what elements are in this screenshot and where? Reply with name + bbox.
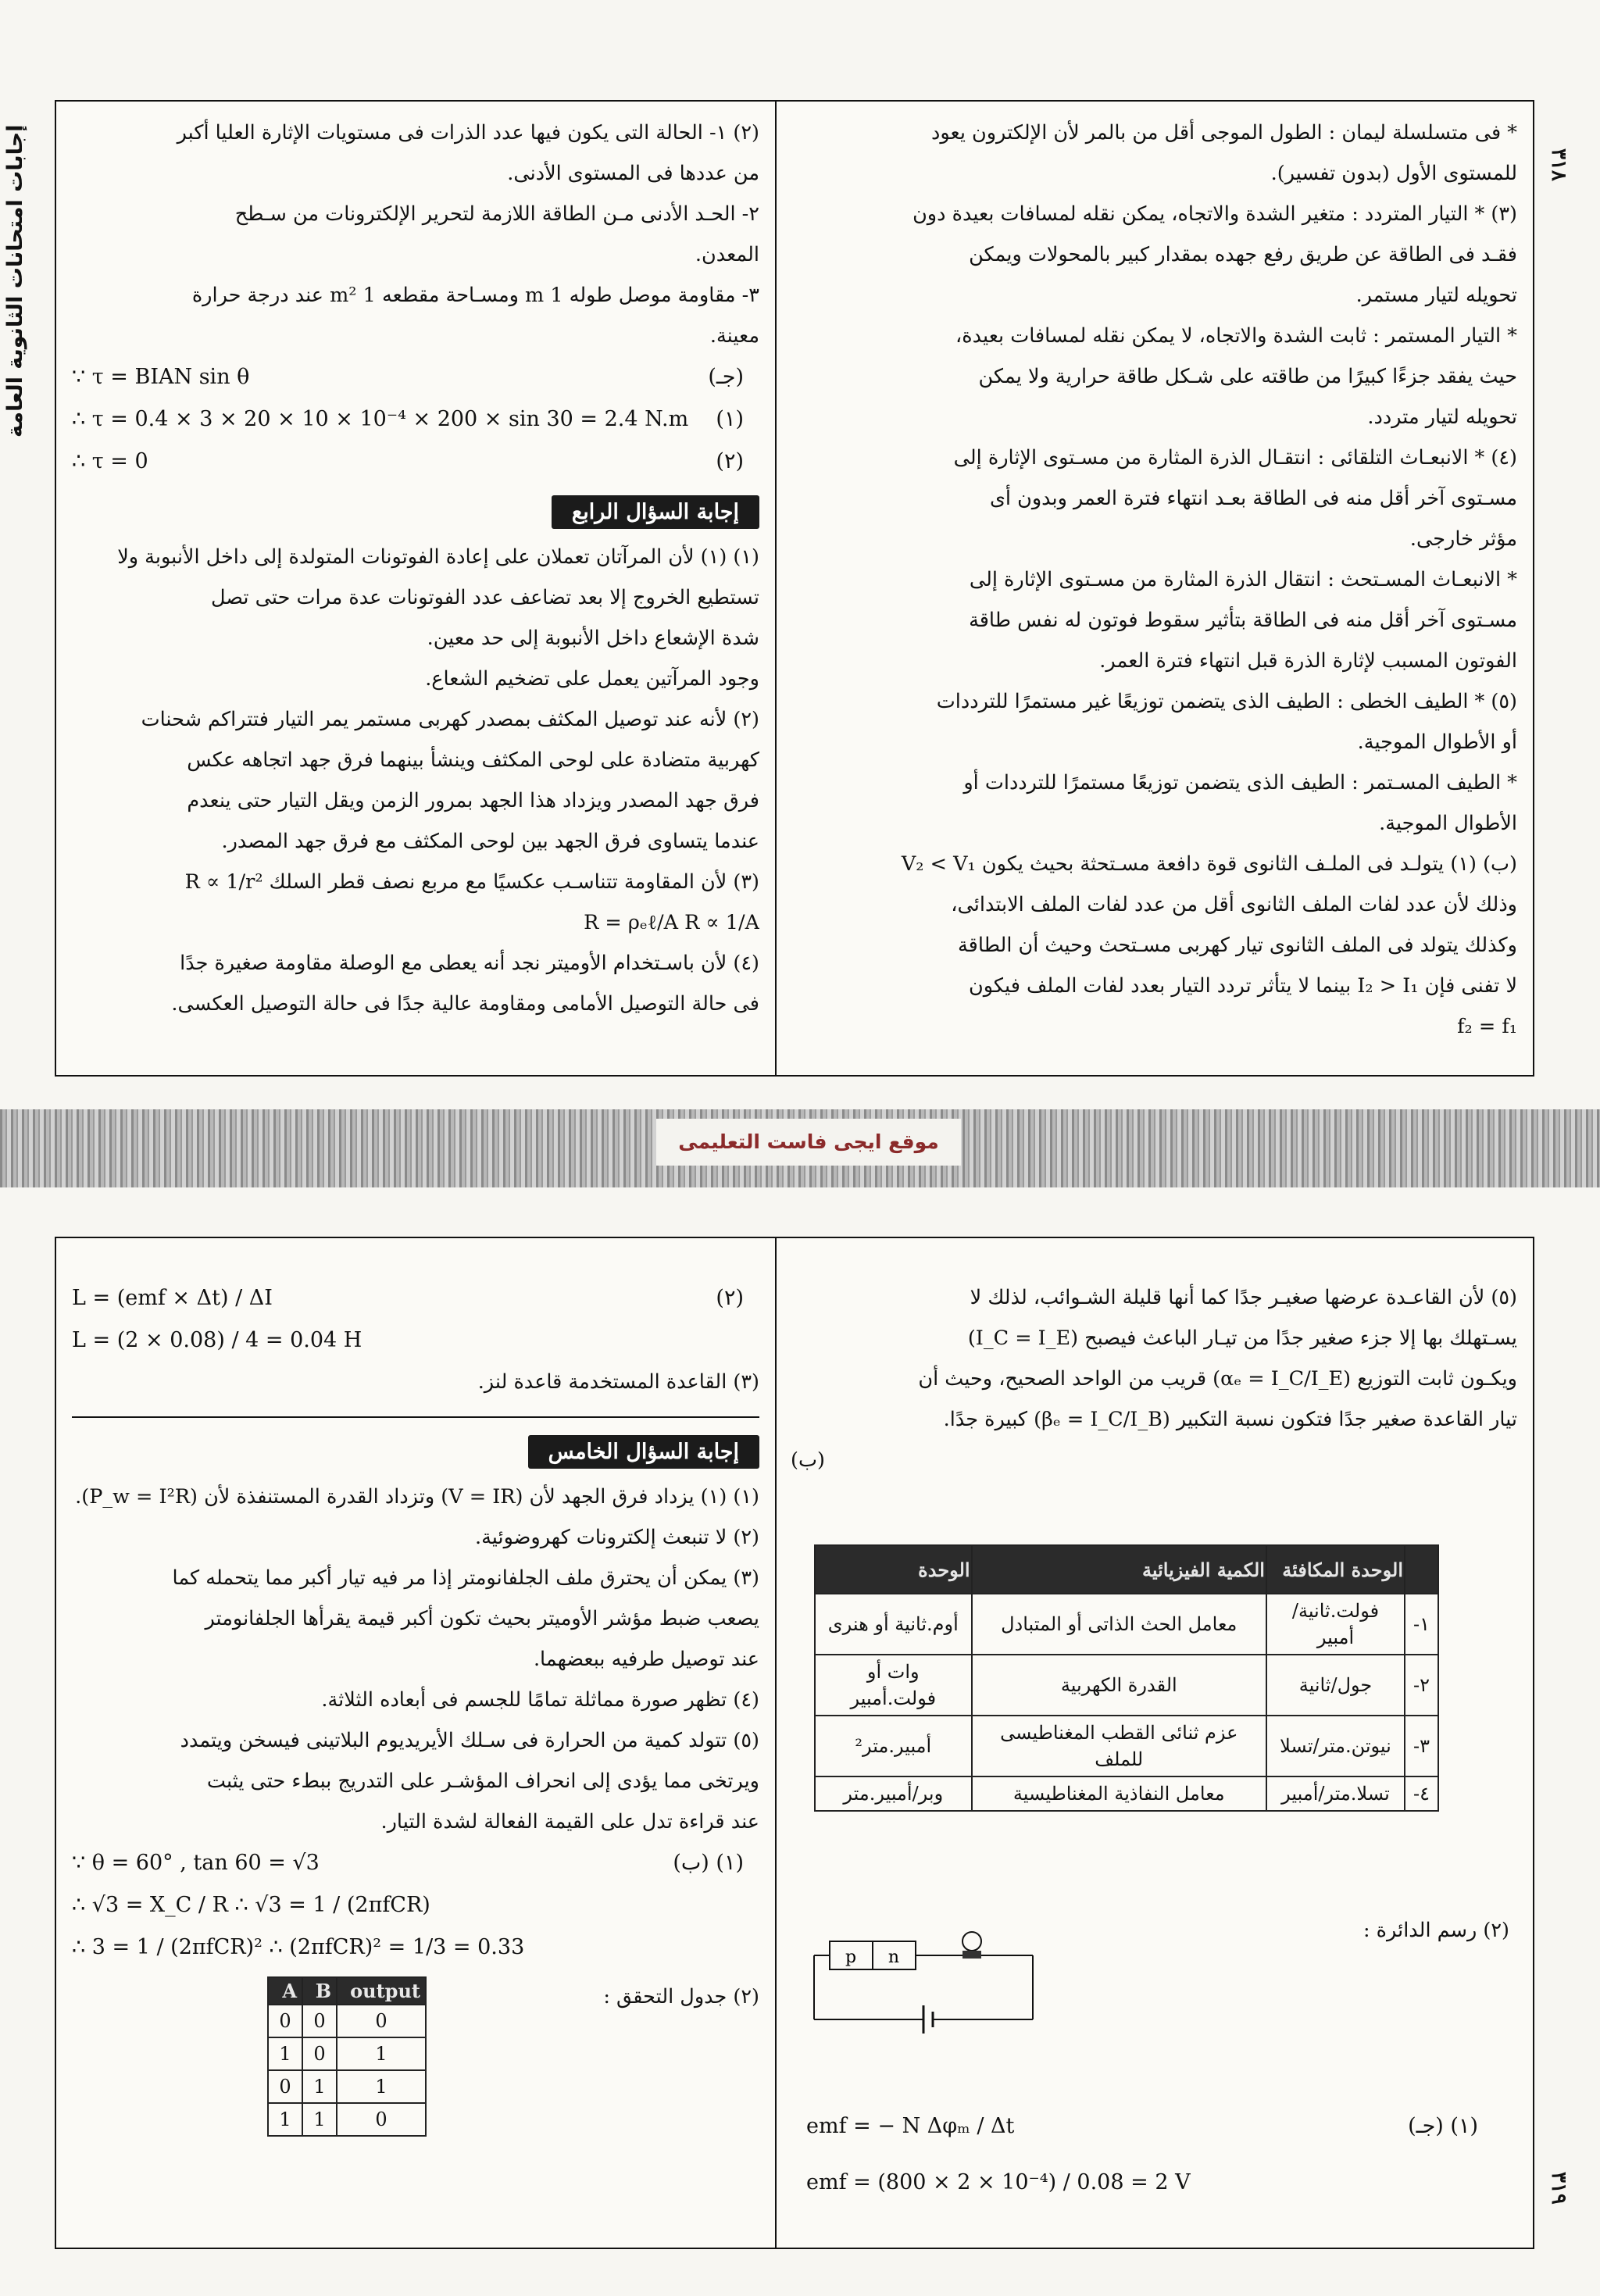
truth-table-label: (٢) جدول التحقق : [603,1985,759,2009]
equation: L = (2 × 0.08) / 4 = 0.04 H [72,1328,362,1352]
column-divider [775,102,777,1075]
truth-cell: 1 [302,2070,337,2103]
item-number: (٢) [716,1286,744,1310]
answer-line: فى حالة التوصيل الأمامى ومقاومة عالية جدًا فى حالة التوصيل العكسى. [171,992,759,1016]
answer-line: شدة الإشعاع داخل الأنبوبة إلى حد معين. [427,627,759,650]
answer-line: (١) (١) لأن المرآتان تعملان على إعادة الفوتونات المتولدة إلى داخل الأنبوبة ولا [117,545,759,569]
answer-line: تيار القاعدة صغير جدًا فتكون نسبة التكبير (βₑ = I_C/I_B) كبيرة جدًا. [943,1408,1517,1431]
emf-equation-1: emf = − N Δφₘ / Δt [806,2114,1015,2138]
truth-cell: 0 [337,2103,426,2136]
table-cell: ٣- [1405,1716,1438,1776]
answer-line: (٣) * التيار المتردد : متغير الشدة والاتجاه، يمكن نقله لمسافات بعيدة دون [912,202,1517,226]
answer-line: (٥) * الطيف الخطى : الطيف الذى يتضمن توزيعًا غير مستمرًا للترددات [936,690,1517,713]
equation: ∴ τ = 0.4 × 3 × 20 × 10 × 10⁻⁴ × 200 × sin 30 = 2.4 N.m [72,407,689,431]
equation: ∵ θ = 60° , tan 60 = √3 [72,1851,320,1875]
truth-header: B [302,1977,337,2005]
equation: L = (emf × Δt) / ΔI [72,1286,273,1310]
item-number: (٢) [716,449,744,473]
truth-cell: 0 [302,2037,337,2070]
answer-line: ٣- مقاومة موصل طوله 1 m ومسـاحة مقطعه 1 m² عند درجة حرارة [191,284,759,307]
answer-line: ٢- الحـد الأدنى مـن الطاقة اللازمة لتحرير الإلكترونات من سـطح [234,202,759,226]
table-cell: عزم ثنائى القطب المغناطيسى للملف [972,1716,1266,1776]
table-cell: وبر/أمبير.متر [815,1776,972,1811]
inductance-equations [72,1277,759,1362]
part-c-label: (١) (جـ) [1408,2114,1478,2138]
table-header: الكمية الفيزيائية [972,1545,1266,1594]
answer-line: (٣) يمكن أن يحترق ملف الجلفانومتر إذا مر فيه تيار أكبر مما يتحمله كما [172,1566,759,1590]
torque-equations [72,356,759,483]
lenz-rule-line: (٣) القاعدة المستخدمة قاعدة لنز. [477,1370,759,1394]
answer-line: R = ρₑℓ/A R ∝ 1/A [584,911,759,934]
table-cell: ٢- [1405,1655,1438,1716]
answer-line: للمستوى الأول (بدون تفسير). [1270,162,1517,185]
answer-line: * التيار المستمر : ثابت الشدة والاتجاه، لا يمكن نقله لمسافات بعيدة، [955,324,1517,348]
table-cell: جول/ثانية [1266,1655,1405,1716]
item-number: (١) [716,407,744,431]
table-cell: تسلا.متر/أمبير [1266,1776,1405,1811]
truth-row [268,2103,426,2136]
answer-line: (٢) لا تنبعث إلكترونات كهروضوئية. [475,1526,759,1549]
left-column [72,102,759,1075]
section-banner-q4: إجابة السؤال الرابع [552,495,759,529]
answer-line: الفوتون المسبب لإثارة الذرة قبل انتهاء فترة العمر. [1099,649,1517,673]
truth-table [267,1976,427,2137]
answer-line: مسـتوى آخر أقل منه فى الطاقة بتأثير سقوط فوتون له نفس طاقة [969,609,1517,632]
table-cell: أمبير.متر² [815,1716,972,1776]
n-label: n [888,1948,900,1967]
phase-angle-equations [72,1842,759,1969]
answer-line: وذلك لأن عدد لفات الملف الثانوى أقل من عدد لفات الملف الابتدائى، [951,893,1517,916]
answer-line: تحويله لتيار متردد. [1367,405,1517,429]
table-row [815,1594,1438,1655]
truth-cell: 0 [268,2070,302,2103]
table-cell: معامل النفاذية المغناطيسية [972,1776,1266,1811]
truth-cell: 1 [268,2103,302,2136]
table-cell: القدرة الكهربية [972,1655,1266,1716]
answer-line: (٤) لأن باسـتخدام الأوميتر نجد أنه يعطى مع الوصلة مقاومة صغيرة جدًا [180,952,759,975]
right-column [791,1238,1517,2248]
answer-line: مسـتوى آخر أقل منه فى الطاقة بعـد انتهاء فترة العمر وبدون أى [989,487,1517,510]
equation: ∴ √3 = X_C / R ∴ √3 = 1 / (2πfCR) [72,1893,430,1917]
table-row [815,1776,1438,1811]
answer-line: عند توصيل طرفيه ببعضهما. [533,1648,759,1671]
answer-line: (٥) لأن القاعـدة عرضها صغيـر جدًا كما أنها قليلة الشـوائب، لذلك لا [970,1286,1517,1309]
p-label: p [845,1948,857,1967]
truth-cell: 1 [302,2103,337,2136]
lamp-icon [962,1932,981,1951]
table-cell: ١- [1405,1594,1438,1655]
answer-line: (١) (١) يزداد فرق الجهد لأن (V = IR) وتزداد القدرة المستنفذة لأن (P_w = I²R). [75,1485,759,1509]
truth-row [268,2070,426,2103]
answer-line: يسـتهلك بها إلا جزء صغير جدًا من تيـار الباعث فيصبح (I_C = I_E) [967,1327,1517,1350]
website-label: موقع ايجى فاست التعليمى [656,1119,961,1166]
answer-line: عند قراءة تدل على القيمة الفعالة لشدة التيار. [380,1810,759,1834]
equation: ∴ 3 = 1 / (2πfCR)² ∴ (2πfCR)² = 1/3 = 0.33 [72,1935,525,1959]
table-cell: ٤- [1405,1776,1438,1811]
answer-line: فرق جهد المصدر ويزداد هذا الجهد بمرور الزمن ويقل التيار حتى ينعدم [187,789,759,812]
emf-equation-2: emf = (800 × 2 × 10⁻⁴) / 0.08 = 2 V [806,2170,1191,2194]
truth-cell: 0 [302,2005,337,2037]
table-header: الوحدة [815,1545,972,1594]
table-cell: وات أو فولت.أمبير [815,1655,972,1716]
item-number: (١) (ب) [673,1851,744,1875]
answer-line: تستطيع الخروج إلا بعد تضاعف عدد الفوتونات عدة مرات حتى تصل [211,586,759,609]
truth-row [268,2037,426,2070]
answer-line: تحويله لتيار مستمر. [1355,284,1517,307]
answer-line: كهربية متضادة على لوحى المكثف وينشأ بينهما فرق جهد اتجاهه عكس [187,748,759,772]
answer-line: من عددها فى المستوى الأدنى. [507,162,759,185]
answer-line: (٢) ١- الحالة التى يكون فيها عدد الذرات فى مستويات الإثارة العليا أكبر [177,121,759,145]
answer-line: أو الأطوال الموجية. [1357,730,1517,754]
item-number: (جـ) [708,365,744,389]
answer-line: (٥) تتولد كمية من الحرارة فى سـلك الأيريديوم البلاتينى فيسخن ويتمدد [180,1729,759,1752]
answer-line: حيث يفقد جزءًا كبيرًا من طاقته على شـكل طاقة حرارية ولا يمكن [978,365,1517,388]
answer-line: وكذلك يتولد فى الملف الثانوى تيار كهربى مسـتحث وحيث أن الطاقة [958,934,1517,957]
answer-line: * الطيف المسـتمر : الطيف الذى يتضمن توزيعًا مستمرًا للترددات أو [963,771,1517,794]
answer-line: عندما يتساوى فرق الجهد بين لوحى المكثف مع فرق جهد المصدر. [221,830,759,853]
right-column [791,102,1517,1075]
page-bottom [55,1237,1534,2249]
truth-header: output [337,1977,426,2005]
column-divider [775,1238,777,2248]
emf-equations [806,2105,1494,2204]
table-cell: أوم.ثانية أو هنرى [815,1594,972,1655]
page-number-top: ٣١٨ [1547,148,1570,181]
equation: ∵ τ = BIAN sin θ [72,365,250,389]
section-banner-q5: إجابة السؤال الخامس [528,1435,759,1469]
table-row [815,1716,1438,1776]
circuit-label: (٢) رسم الدائرة : [1362,1919,1509,1942]
circuit-diagram [806,1918,1064,2035]
answer-line: المعدن. [695,243,759,266]
part-b-label: (ب) [791,1448,825,1472]
left-column [72,1238,759,2248]
divider-rule [72,1416,759,1418]
table-header: الوحدة المكافئة [1266,1545,1405,1594]
table-header [1405,1545,1438,1594]
truth-cell: 0 [268,2005,302,2037]
truth-cell: 0 [337,2005,426,2037]
table-cell: معامل الحث الذاتى أو المتبادل [972,1594,1266,1655]
answer-line: f₂ = f₁ [1457,1015,1517,1038]
answer-line: يصعب ضبط مؤشر الأوميتر بحيث تكون أكبر قيمة يقرأها الجلفانومتر [205,1607,759,1630]
lamp-base [962,1951,981,1959]
answer-line: ويرتخى مما يؤدى إلى انحراف المؤشـر على التدريج ببطء حتى يثبت [206,1769,759,1793]
answer-line: (ب) (١) يتولـد فى الملـف الثانوى قوة دافعة مسـتحثة بحيث يكون V₂ < V₁ [901,852,1517,876]
answer-line: لا تفنى فإن I₂ > I₁ بينما لا يتأثر تردد التيار بعدد لفات الملف فيكون [969,974,1517,998]
answer-line: (٤) تظهر صورة مماثلة تمامًا للجسم فى أبعاده الثلاثة. [321,1688,759,1712]
truth-cell: 1 [337,2037,426,2070]
answer-line: وجود المرآتين يعمل على تضخيم الشعاع. [425,667,759,691]
answer-line: معينة. [709,324,759,348]
table-cell: فولت.ثانية/أمبير [1266,1594,1405,1655]
answer-line: (٤) * الانبعـاث التلقائى : انتقـال الذرة المثارة من مسـتوى الإثارة إلى [953,446,1517,470]
answer-line: (٢) لأنه عند توصيل المكثف بمصدر كهربى مستمر يمر التيار فتتراكم شحنات [141,708,759,731]
answer-line: فقـد فى الطاقة عن طريق رفع جهده بمقدار كبير بالمحولات ويمكن [969,243,1517,266]
page-number-bottom: ٣١٩ [1547,2172,1570,2205]
side-title: إجابات امتحانات الثانوية العامة [3,124,27,438]
truth-row [268,2005,426,2037]
units-table [814,1544,1439,1812]
answer-line: الأطوال الموجية. [1379,812,1517,835]
answer-line: * فى متسلسلة ليمان : الطول الموجى أقل من بالمر لأن الإلكترون يعود [930,121,1517,145]
answer-line: مؤثر خارجى. [1409,527,1517,551]
table-row [815,1655,1438,1716]
answer-line: (٣) لأن المقاومة تتناسـب عكسيًا مع مربع نصف قطر السلك R ∝ 1/r² [184,870,759,894]
answer-line: ويكـون ثابت التوزيع (αₑ = I_C/I_E) قريب من الواحد الصحيح، وحيث أن [918,1367,1517,1391]
truth-header: A [268,1977,302,2005]
page-top [55,100,1534,1077]
truth-cell: 1 [337,2070,426,2103]
answer-line: * الانبعـاث المسـتحث : انتقال الذرة المثارة من مسـتوى الإثارة إلى [969,568,1517,591]
truth-cell: 1 [268,2037,302,2070]
table-cell: نيوتن.متر/تسلا [1266,1716,1405,1776]
equation: ∴ τ = 0 [72,449,148,473]
